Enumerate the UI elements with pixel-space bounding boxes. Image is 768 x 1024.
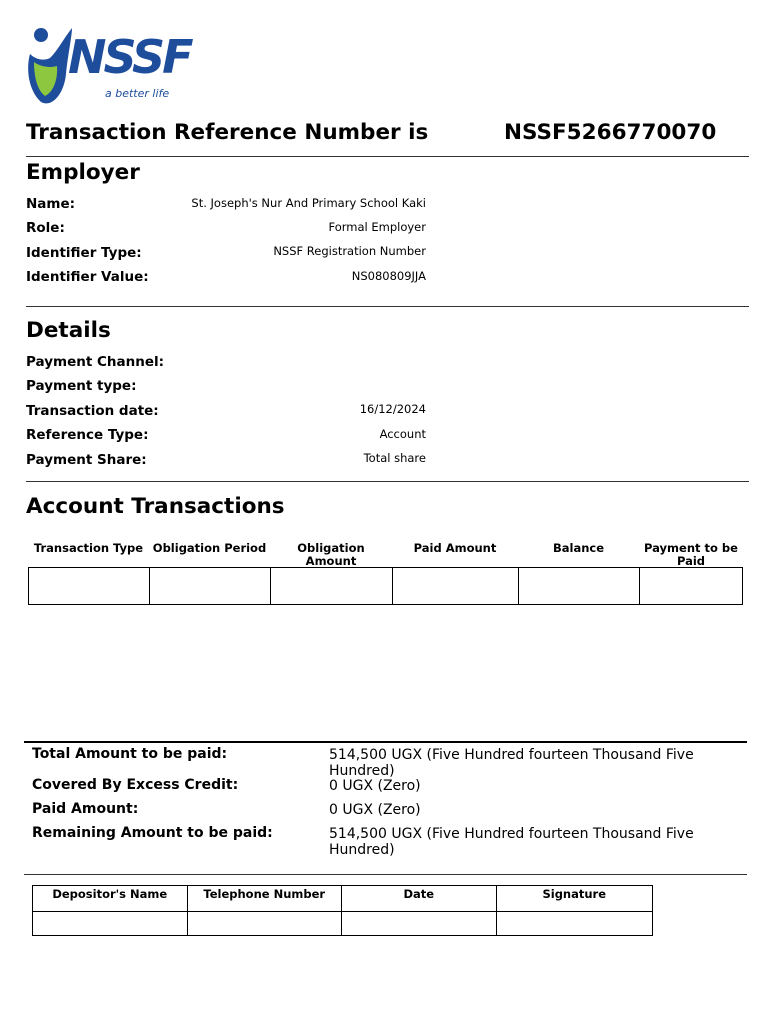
table-cell <box>33 912 188 935</box>
table-cell <box>497 912 653 935</box>
column-header-telephone-number: Telephone Number <box>188 886 343 911</box>
payment-type-label: Payment type: <box>26 378 137 394</box>
table-header-row <box>33 886 652 911</box>
employer-role-label: Role: <box>26 220 65 236</box>
table-cell <box>393 568 519 604</box>
transaction-date-value: 16/12/2024 <box>359 402 426 416</box>
divider <box>26 481 749 482</box>
identifier-value-value: NS080809JJA <box>351 269 426 283</box>
identifier-type-value: NSSF Registration Number <box>273 244 426 258</box>
reference-value: NSSF5266770070 <box>504 120 717 145</box>
details-heading: Details <box>26 318 111 343</box>
table-cell <box>640 568 742 604</box>
table-cell <box>188 912 343 935</box>
employer-name-label: Name: <box>26 196 76 212</box>
divider <box>24 874 747 875</box>
employer-heading: Employer <box>26 160 140 185</box>
logo-tagline: a better life <box>105 87 170 100</box>
column-header-transaction-type: Transaction Type <box>33 541 144 555</box>
payment-share-value: Total share <box>363 451 426 465</box>
depositor-table <box>32 885 653 936</box>
remaining-amount-value: 514,500 UGX (Five Hundred fourteen Thousand Five Hundred) <box>329 826 694 858</box>
column-header-obligation-period: Obligation Period <box>152 541 267 555</box>
reference-type-value: Account <box>379 427 426 441</box>
table-row <box>33 911 652 935</box>
payment-share-label: Payment Share: <box>26 452 147 468</box>
table-cell <box>29 568 150 604</box>
transaction-reference-row <box>26 120 748 150</box>
employer-role-value: Formal Employer <box>328 220 426 234</box>
total-amount-label: Total Amount to be paid: <box>32 746 228 762</box>
remaining-amount-label: Remaining Amount to be paid: <box>32 825 273 841</box>
account-transactions-heading: Account Transactions <box>26 494 285 519</box>
payment-channel-label: Payment Channel: <box>26 354 165 370</box>
column-header-depositor-name: Depositor's Name <box>33 886 188 911</box>
paid-amount-value: 0 UGX (Zero) <box>329 802 421 818</box>
transaction-date-label: Transaction date: <box>26 403 159 419</box>
table-cell <box>150 568 271 604</box>
identifier-type-label: Identifier Type: <box>26 245 142 261</box>
excess-credit-label: Covered By Excess Credit: <box>32 777 239 793</box>
reference-label: Transaction Reference Number is <box>26 120 429 145</box>
table-cell <box>519 568 640 604</box>
divider <box>26 156 749 157</box>
paid-amount-label: Paid Amount: <box>32 801 139 817</box>
column-header-signature: Signature <box>542 887 607 901</box>
column-header-payment-to-be-paid: Payment to be Paid <box>644 541 738 568</box>
table-cell <box>342 912 497 935</box>
table-cell <box>271 568 393 604</box>
transactions-table-row <box>28 567 743 605</box>
identifier-value-label: Identifier Value: <box>26 269 149 285</box>
divider <box>24 741 747 743</box>
column-header-date: Date <box>342 886 497 911</box>
divider <box>26 306 749 307</box>
logo-wordmark: NSSF <box>68 30 191 84</box>
column-header-paid-amount: Paid Amount <box>413 541 497 555</box>
total-amount-value: 514,500 UGX (Five Hundred fourteen Thousand Five Hundred) <box>329 747 694 779</box>
employer-name-value: St. Joseph's Nur And Primary School Kaki <box>191 196 426 210</box>
column-header-obligation-amount: Obligation Amount <box>297 541 365 568</box>
column-header-balance: Balance <box>552 541 605 555</box>
nssf-logo <box>24 24 214 108</box>
excess-credit-value: 0 UGX (Zero) <box>329 778 421 794</box>
reference-type-label: Reference Type: <box>26 427 149 443</box>
